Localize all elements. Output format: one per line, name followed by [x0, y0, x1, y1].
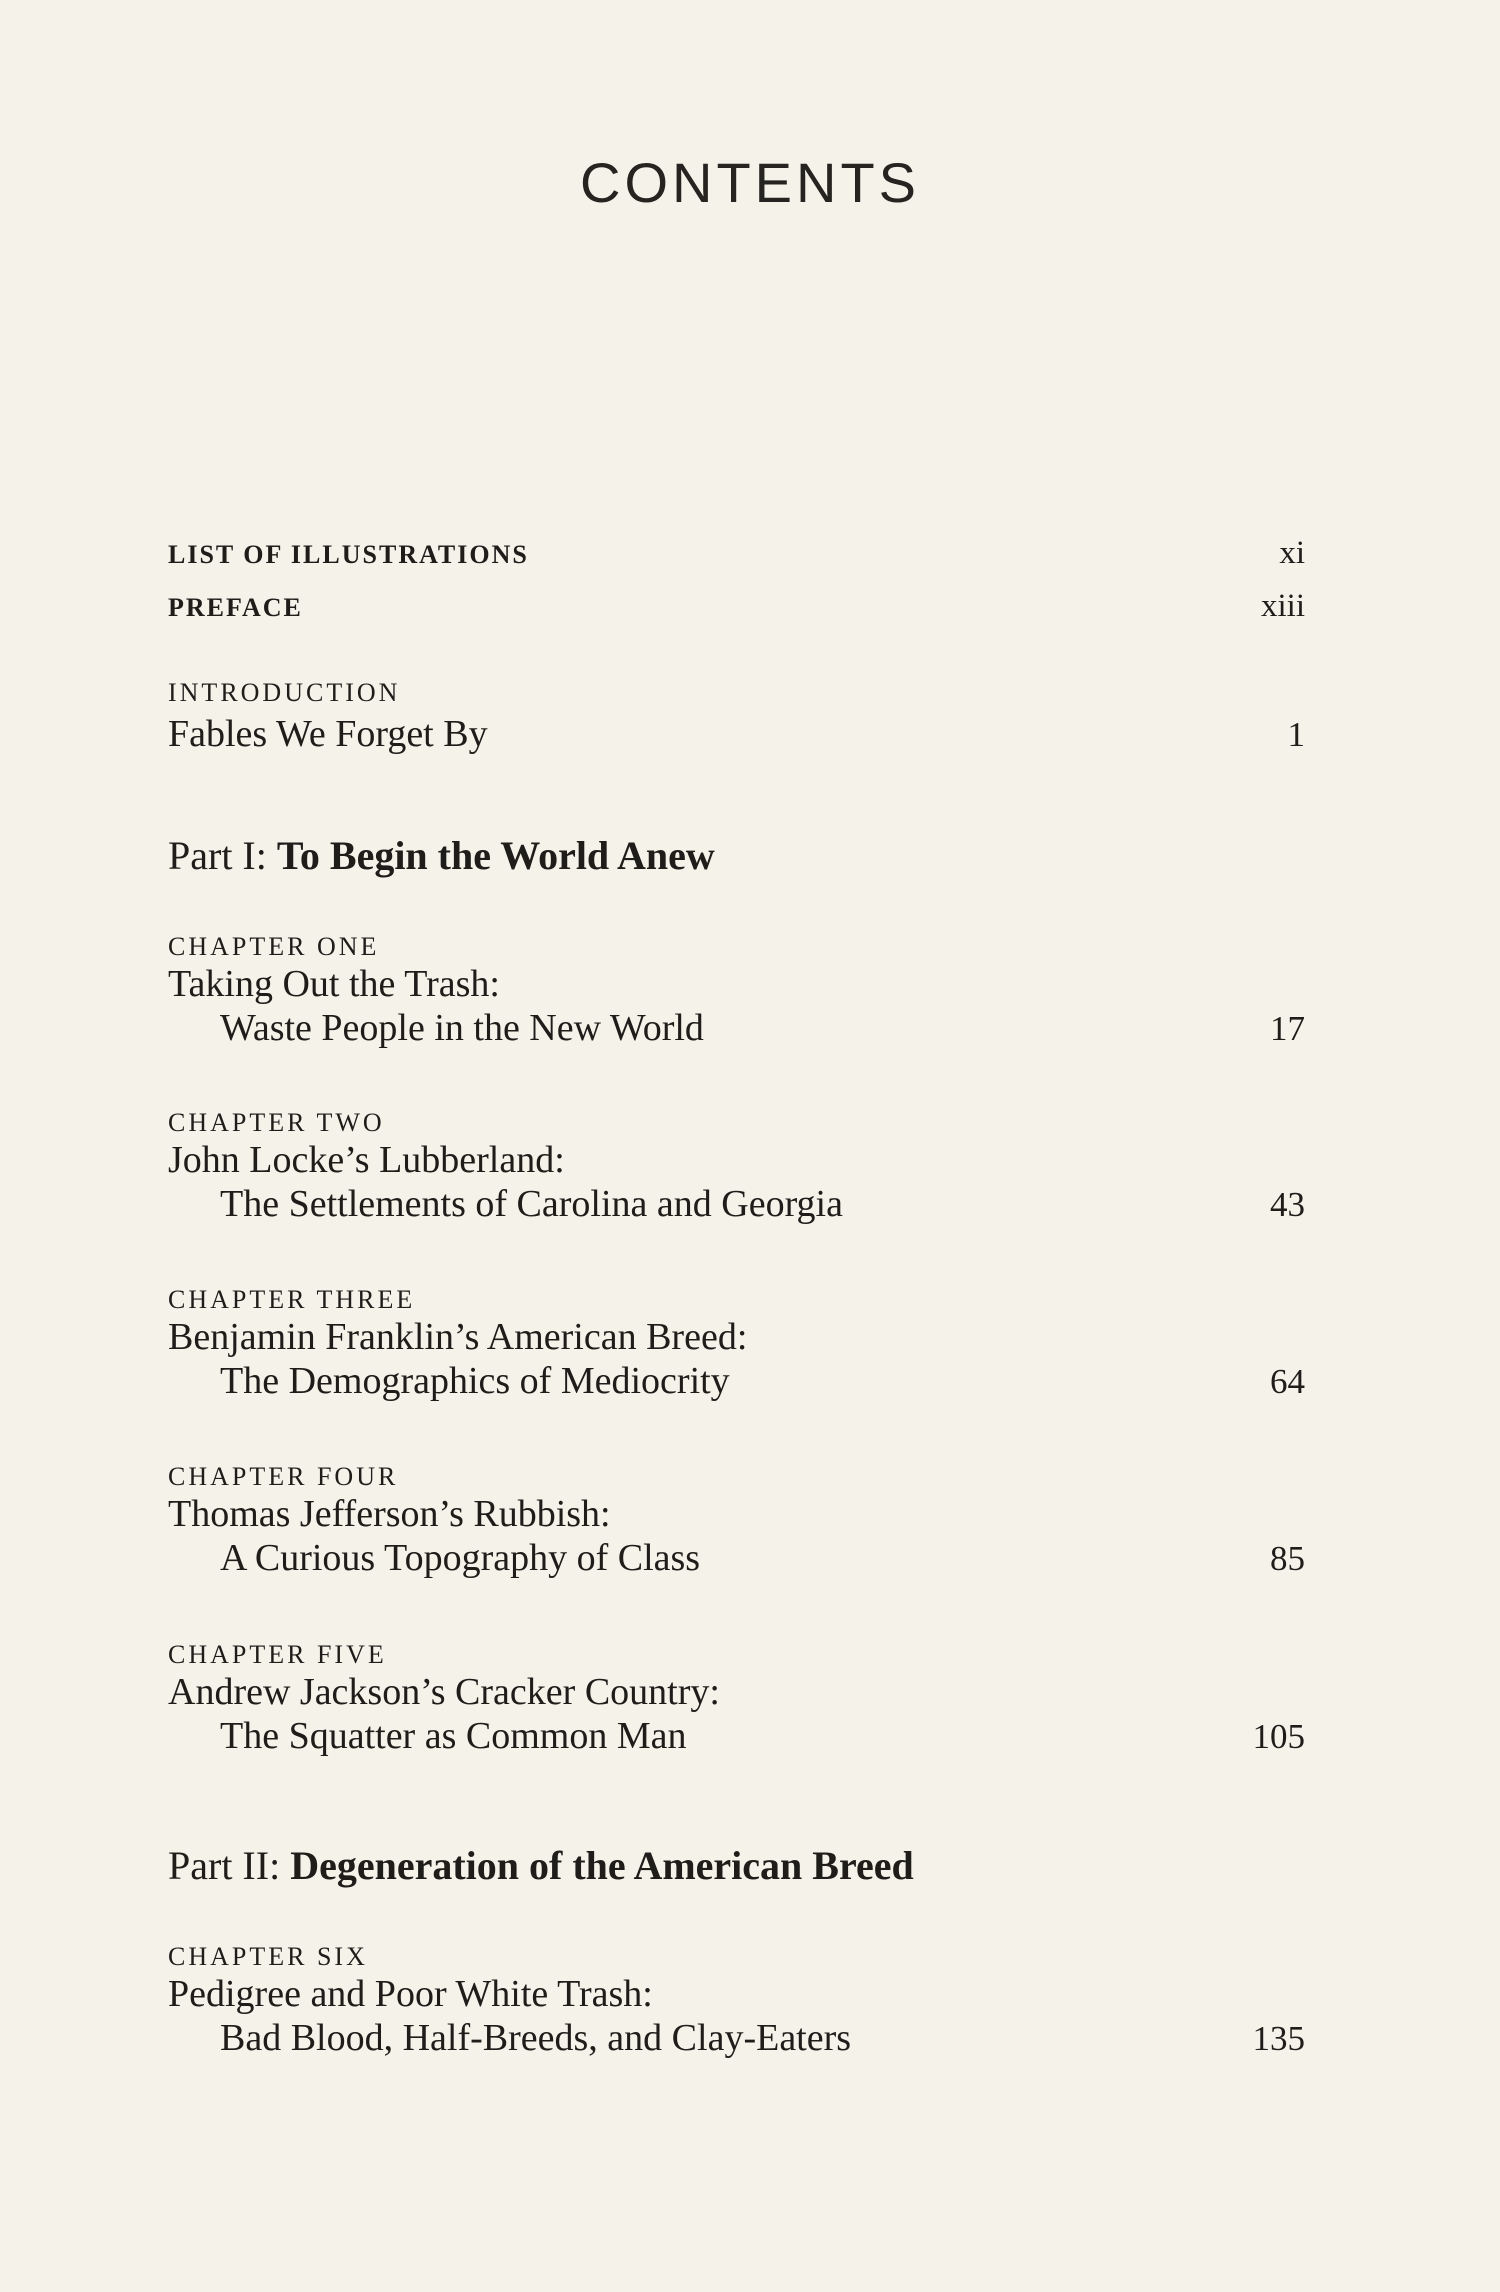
chapter-title: Thomas Jefferson’s Rubbish: — [168, 1493, 611, 1535]
chapter-subtitle: The Settlements of Carolina and Georgia — [220, 1183, 843, 1225]
toc-entry-chapter-one[interactable] — [168, 932, 1305, 1050]
chapter-title: Pedigree and Poor White Trash: — [168, 1973, 653, 2015]
toc-entry-page: xi — [1279, 535, 1305, 571]
toc-entry-chapter-six[interactable] — [168, 1942, 1305, 2060]
chapter-subtitle: The Demographics of Mediocrity — [220, 1360, 730, 1402]
toc-entry-page: 64 — [1270, 1362, 1305, 1401]
part-title: Degeneration of the American Breed — [290, 1843, 914, 1888]
part-prefix: Part II: — [168, 1843, 291, 1888]
toc-entry-chapter-five[interactable] — [168, 1640, 1305, 1758]
chapter-label: CHAPTER THREE — [168, 1285, 416, 1314]
section-title: Fables We Forget By — [168, 713, 488, 755]
toc-entry-page: xiii — [1260, 588, 1305, 624]
chapter-title: John Locke’s Lubberland: — [168, 1139, 565, 1181]
toc-entry-list-of-illustrations[interactable] — [168, 535, 1305, 572]
part-prefix: Part I: — [168, 833, 277, 878]
toc-entry-page: 105 — [1252, 1717, 1305, 1756]
toc-entry-page: 135 — [1252, 2019, 1305, 2058]
chapter-subtitle: A Curious Topography of Class — [220, 1537, 701, 1579]
toc-entry-chapter-two[interactable] — [168, 1108, 1305, 1226]
chapter-title: Taking Out the Trash: — [168, 963, 500, 1005]
page-title: CONTENTS — [580, 151, 920, 214]
toc-entry-chapter-four[interactable] — [168, 1462, 1305, 1580]
toc-entry-page: 1 — [1287, 715, 1305, 754]
toc-entry-introduction[interactable] — [168, 678, 1305, 756]
chapter-label: CHAPTER ONE — [168, 932, 380, 961]
part-title: To Begin the World Anew — [276, 833, 715, 878]
chapter-subtitle: Waste People in the New World — [220, 1007, 704, 1049]
chapter-label: CHAPTER FOUR — [168, 1462, 399, 1491]
chapter-label: CHAPTER SIX — [168, 1942, 368, 1971]
toc-entry-preface[interactable] — [168, 588, 1305, 625]
chapter-subtitle: The Squatter as Common Man — [220, 1715, 687, 1757]
toc-entry-page: 43 — [1270, 1185, 1305, 1224]
part-heading-1[interactable] — [168, 832, 1305, 879]
part-heading-2[interactable] — [168, 1842, 1305, 1889]
chapter-label: CHAPTER FIVE — [168, 1640, 387, 1669]
toc-entry-label: PREFACE — [168, 593, 303, 622]
toc-entry-chapter-three[interactable] — [168, 1285, 1305, 1403]
chapter-label: CHAPTER TWO — [168, 1108, 385, 1137]
chapter-title: Benjamin Franklin’s American Breed: — [168, 1316, 748, 1358]
toc-entry-page: 85 — [1270, 1539, 1305, 1578]
chapter-subtitle: Bad Blood, Half-Breeds, and Clay-Eaters — [220, 2017, 852, 2059]
section-label: INTRODUCTION — [168, 678, 401, 707]
chapter-title: Andrew Jackson’s Cracker Country: — [168, 1671, 720, 1713]
toc-entry-label: LIST OF ILLUSTRATIONS — [168, 540, 529, 569]
toc-entry-page: 17 — [1270, 1009, 1305, 1048]
